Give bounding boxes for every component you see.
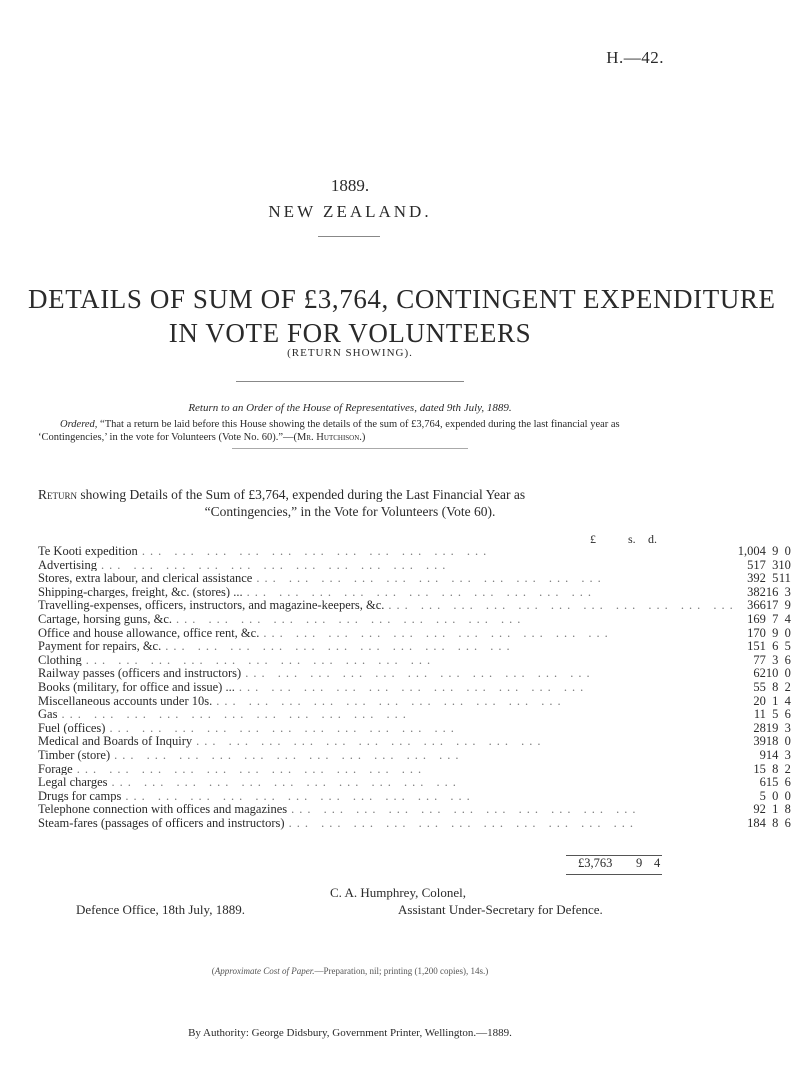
country-heading: NEW ZEALAND. [268,202,432,221]
leader-dots: ... ... ... ... ... ... ... ... ... ... ... [101,557,451,572]
leader-dots: ... ... ... ... ... ... ... ... ... ... ... [245,666,595,681]
item-shillings: 8 [772,761,779,776]
item-pence: 3 [784,584,791,599]
return-intro-word: Return [38,487,78,502]
return-intro-line2: “Contingencies,” in the Vote for Volunteers (Vote 60). [204,504,496,519]
signer-title: Assistant Under-Secretary for Defence. [398,902,603,917]
item-pounds: 9 [759,747,766,762]
item-pence: 3 [784,720,791,735]
table-row [38,776,791,790]
table-row [38,572,791,586]
table-row [38,749,791,763]
item-description: Travelling-expenses, officers, instructors, and magazine-keepers, &c. [38,598,388,612]
leader-dots: ... ... ... ... ... ... ... ... ... ... ... [256,571,606,586]
item-description: Shipping-charges, freight, &c. (stores) ... [38,585,247,599]
item-pounds: 184 [747,815,766,830]
cost-text: —Preparation, nil; printing (1,200 copies), 14s. [314,966,486,976]
item-pounds: 6 [759,775,766,790]
return-intro-line1 [38,486,666,504]
item-pence: 0 [784,544,791,558]
leader-dots: ... ... ... ... ... ... ... ... ... ... ... [196,734,546,749]
leader-dots: ... ... ... ... ... ... ... ... ... ... ... [141,544,492,558]
expenditure-rows [38,545,791,830]
leader-dots: ... ... ... ... ... ... ... ... ... ... ... [388,598,738,613]
item-shillings: 3 [772,557,779,572]
item-description: Advertising [38,558,101,572]
total-rule [566,874,662,875]
item-description: Drugs for camps [38,789,125,803]
item-pounds: 151 [747,639,766,654]
leader-dots: ... ... ... ... ... ... ... ... ... ... ... [114,747,464,762]
item-pence: 2 [784,679,791,694]
expenditure-table [38,545,791,830]
table-row [38,545,791,559]
table-row [38,803,791,817]
item-shillings: 1 [772,802,779,817]
table-row [38,695,791,709]
item-description: Timber (store) [38,748,114,762]
item-pence: 6 [784,815,791,830]
item-pounds: 39 [753,734,766,749]
item-shillings: 9 [772,544,779,558]
table-row [38,763,791,777]
item-pence: 9 [784,598,791,613]
office-date: Defence Office, 18th July, 1889. [76,902,245,917]
leader-dots: ... ... ... ... ... ... ... ... ... ... ... [263,625,613,640]
column-header-pence: d. [648,532,657,546]
item-description-cell [38,545,738,559]
item-description: Gas [38,707,61,721]
table-row [38,817,791,831]
item-pounds: 20 [753,693,766,708]
total-pounds: £3,763 [578,856,613,870]
item-pence: 0 [784,788,791,803]
item-pence: 10 [778,557,791,572]
item-pence: 3 [784,747,791,762]
item-description-cell [38,559,738,573]
table-row [38,681,791,695]
ordered-paragraph [38,418,668,444]
item-description: Te Kooti expedition [38,544,142,558]
item-description: Clothing [38,653,86,667]
item-description: Payment for repairs, &c. [38,639,165,653]
item-pounds: 392 [747,571,766,586]
item-pounds: 62 [753,666,766,681]
item-shillings: 14 [765,747,779,762]
item-shillings: 1 [772,693,779,708]
item-pence: 4 [784,611,791,626]
item-description-cell [38,749,738,763]
item-description-cell [38,722,738,736]
item-description-cell [38,667,738,681]
divider [236,381,464,382]
leader-dots: ... ... ... ... ... ... ... ... ... ... ... [109,720,459,735]
item-description-cell [38,790,738,804]
item-description-cell [38,763,738,777]
leader-dots: ... ... ... ... ... ... ... ... ... ... ... [85,652,436,667]
item-pence: 4 [784,693,791,708]
table-row [38,722,791,736]
column-header-shillings: s. [628,532,636,546]
item-description-cell [38,708,738,722]
ordered-mover: Mr. Hutchison [297,432,360,443]
item-pence: 6 [784,707,791,722]
table-row [38,640,791,654]
item-pounds: 15 [753,761,766,776]
cost-label: Approximate Cost of Paper. [214,966,315,976]
item-pounds: 77 [753,652,766,667]
table-row [38,599,791,613]
item-pounds: 382 [747,584,766,599]
leader-dots: ... ... ... ... ... ... ... ... ... ... ... [216,693,566,708]
item-pence: 5 [784,639,791,654]
table-row [38,790,791,804]
return-order-line: Return to an Order of the House of Representatives, dated 9th July, 1889. [188,402,512,414]
item-pounds: 169 [747,611,766,626]
item-description: Steam-fares (passages of officers and instructors) [38,816,289,830]
leader-dots: ... ... ... ... ... ... ... ... ... ... ... [76,761,427,776]
item-pounds: 28 [753,720,766,735]
column-header-pounds: £ [590,532,596,546]
item-pounds: 170 [747,625,766,640]
item-description-cell [38,599,738,613]
leader-dots: ... ... ... ... ... ... ... ... ... ... ... [125,788,475,803]
item-description: Cartage, horsing guns, &c. [38,612,176,626]
document-title-line2: IN VOTE FOR VOLUNTEERS [168,318,532,348]
item-description: Stores, extra labour, and clerical assistance [38,571,256,585]
item-description-cell [38,627,738,641]
item-shillings: 9 [772,625,779,640]
item-pence: 2 [784,761,791,776]
leader-dots: ... ... ... ... ... ... ... ... ... ... ... [291,802,641,817]
table-row [38,654,791,668]
document-reference: H.—42. [606,48,664,67]
table-row [38,559,791,573]
cost-note: (Approximate Cost of Paper.—Preparation, nil; printing (1,200 copies), 14s.) [211,966,489,976]
item-description-cell [38,695,738,709]
return-intro-text: showing Details of the Sum of £3,764, expended during the Last Financial Year as [77,487,526,502]
item-pounds: 517 [747,557,766,572]
item-description-cell [38,613,738,627]
ordered-close: .) [359,432,366,443]
printer-imprint: By Authority: George Didsbury, Government Printer, Wellington.—1889. [188,1027,512,1039]
item-description: Railway passes (officers and instructors) [38,666,245,680]
item-description: Forage [38,762,77,776]
item-pounds: 5 [759,788,766,803]
table-row [38,735,791,749]
item-shillings: 7 [772,611,779,626]
leader-dots: ... ... ... ... ... ... ... ... ... ... ... [246,584,596,599]
total-shillings: 9 [636,856,643,870]
item-description-cell [38,817,738,831]
item-shillings: 8 [772,679,779,694]
item-description: Legal charges [38,775,112,789]
item-shillings: 5 [772,571,779,586]
item-pence: 0 [784,666,791,681]
signer-name: C. A. Humphrey, Colonel, [330,885,467,900]
item-pounds: 1,004 [737,544,766,558]
item-pence: 0 [784,625,791,640]
table-row [38,627,791,641]
item-shillings: 15 [765,775,779,790]
leader-dots: ... ... ... ... ... ... ... ... ... ... ... [288,815,638,830]
item-description: Fuel (offices) [38,721,109,735]
item-shillings: 16 [765,584,779,599]
item-pence: 6 [784,775,791,790]
document-title-line1: DETAILS OF SUM OF £3,764, CONTINGENT EXPENDITURE [28,284,776,314]
item-pounds: 92 [753,802,766,817]
table-row [38,613,791,627]
item-description: Books (military, for office and issue) ... [38,680,239,694]
total-pence: 4 [654,856,661,870]
item-shillings: 17 [765,598,779,613]
item-description-cell [38,735,738,749]
table-row [38,708,791,722]
item-pence: 0 [784,734,791,749]
item-description: Medical and Boards of Inquiry [38,734,196,748]
item-shillings: 5 [772,707,779,722]
item-description-cell [38,681,738,695]
leader-dots: ... ... ... ... ... ... ... ... ... ... ... [165,639,515,654]
leader-dots: ... ... ... ... ... ... ... ... ... ... ... [238,679,589,694]
ordered-text: “That a return be laid before this House showing the details of the sum of £3,764, expended during the last financial year as ‘Contingencies,’ in the vote for Volunteers (Vote No. 60).”—( [38,419,620,443]
item-shillings: 0 [772,788,779,803]
divider [232,448,468,449]
item-description-cell [38,572,738,586]
item-description: Telephone connection with offices and magazines [38,802,291,816]
item-shillings: 19 [765,720,779,735]
item-pence: 8 [784,802,791,817]
table-row [38,667,791,681]
item-pounds: 11 [753,707,766,722]
item-pence: 11 [778,571,791,586]
item-description-cell [38,654,738,668]
item-description: Miscellaneous accounts under 10s. [38,694,216,708]
item-shillings: 10 [765,666,779,681]
item-shillings: 6 [772,639,779,654]
leader-dots: ... ... ... ... ... ... ... ... ... ... ... [61,707,411,722]
item-description-cell [38,586,738,600]
item-description-cell [38,640,738,654]
item-description-cell [38,803,738,817]
item-description-cell [38,776,738,790]
item-pence: 6 [784,652,791,667]
leader-dots: ... ... ... ... ... ... ... ... ... ... ... [111,775,461,790]
ordered-label: Ordered, [60,419,98,430]
item-shillings: 8 [772,815,779,830]
leader-dots: ... ... ... ... ... ... ... ... ... ... ... [176,611,526,626]
item-description: Office and house allowance, office rent, &c. [38,626,263,640]
document-year: 1889. [330,176,370,195]
item-pounds: 55 [753,679,766,694]
item-shillings: 3 [772,652,779,667]
divider [318,236,380,237]
document-subtitle: (RETURN SHOWING). [287,347,413,359]
item-pounds: 366 [747,598,766,613]
item-shillings: 18 [765,734,779,749]
table-row [38,586,791,600]
